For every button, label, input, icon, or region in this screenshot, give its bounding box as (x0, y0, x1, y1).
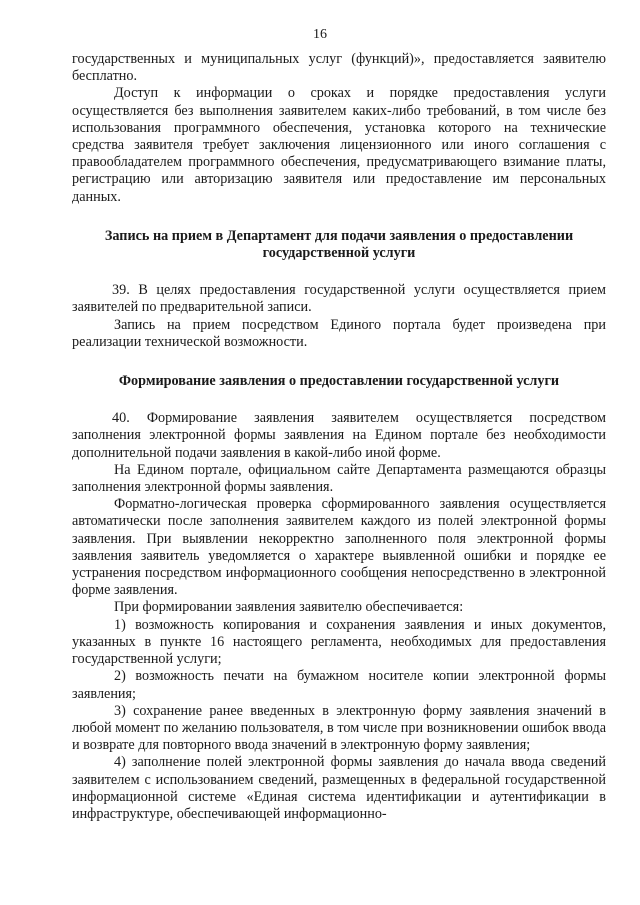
paragraph-format-check: Форматно-логическая проверка сформированного заявления осуществляется автоматически после заполнения заявителем каждого из полей электронной формы заявления. При выявлении некорректно заполненного поля электронной формы заявления заявитель уведомляется о характере выявленной ошибки и порядке ее устранения посредством информационного сообщения непосредственно в электронной форме заявления. (72, 496, 606, 599)
page-content (72, 51, 606, 823)
section-heading-application-forming: Формирование заявления о предоставлении государственной услуги (118, 373, 560, 390)
paragraph-samples: На Едином портале, официальном сайте Департамента размещаются образцы заполнения электронной формы заявления. (72, 461, 606, 496)
paragraph-access-info: Доступ к информации о сроках и порядке предоставления услуги осуществляется без выполнения заявителем каких-либо требований, в том числе без использования программного обеспечения, установка которого на технические средства заявителя требует заключения лицензионного или иного соглашения с правообладателем программного обеспечения, предусматривающего взимание платы, регистрацию или авторизацию заявителя или предоставление им персональных данных. (72, 85, 606, 205)
paragraph-provided-list-intro: При формировании заявления заявителю обеспечивается: (114, 599, 464, 616)
page-number: 16 (313, 27, 327, 42)
section-heading-appointment: Запись на прием в Департамент для подачи заявления о предоставлении государственной услуги (104, 227, 574, 262)
list-item-2: 2) возможность печати на бумажном носителе копии электронной формы заявления; (72, 668, 606, 702)
list-item-4: 4) заполнение полей электронной формы заявления до начала ввода сведений заявителем с использованием сведений, размещенных в федеральной государственной информационной системе «Единая система идентификации и аутентификации в инфраструктуре, обеспечивающей информационно- (72, 754, 606, 822)
paragraph-39: 39. В целях предоставления государственной услуги осуществляется прием заявителей по предварительной записи. (72, 282, 606, 316)
list-item-1: 1) возможность копирования и сохранения заявления и иных документов, указанных в пункте 16 настоящего регламента, необходимых для предоставления государственной услуги; (72, 616, 606, 668)
paragraph-continuation: государственных и муниципальных услуг (функций)», предоставляется заявителю бесплатно. (72, 51, 606, 85)
paragraph-appointment-portal: Запись на прием посредством Единого портала будет произведена при реализации технической возможности. (72, 316, 606, 350)
list-item-3: 3) сохранение ранее введенных в электронную форму заявления значений в любой момент по желанию пользователя, в том числе при возникновении ошибок ввода и возврате для повторного ввода значений в электронную форму заявления; (72, 702, 606, 754)
paragraph-40: 40. Формирование заявления заявителем осуществляется посредством заполнения электронной формы заявления на Едином портале без необходимости дополнительной подачи заявления в какой-либо иной форме. (72, 410, 606, 461)
